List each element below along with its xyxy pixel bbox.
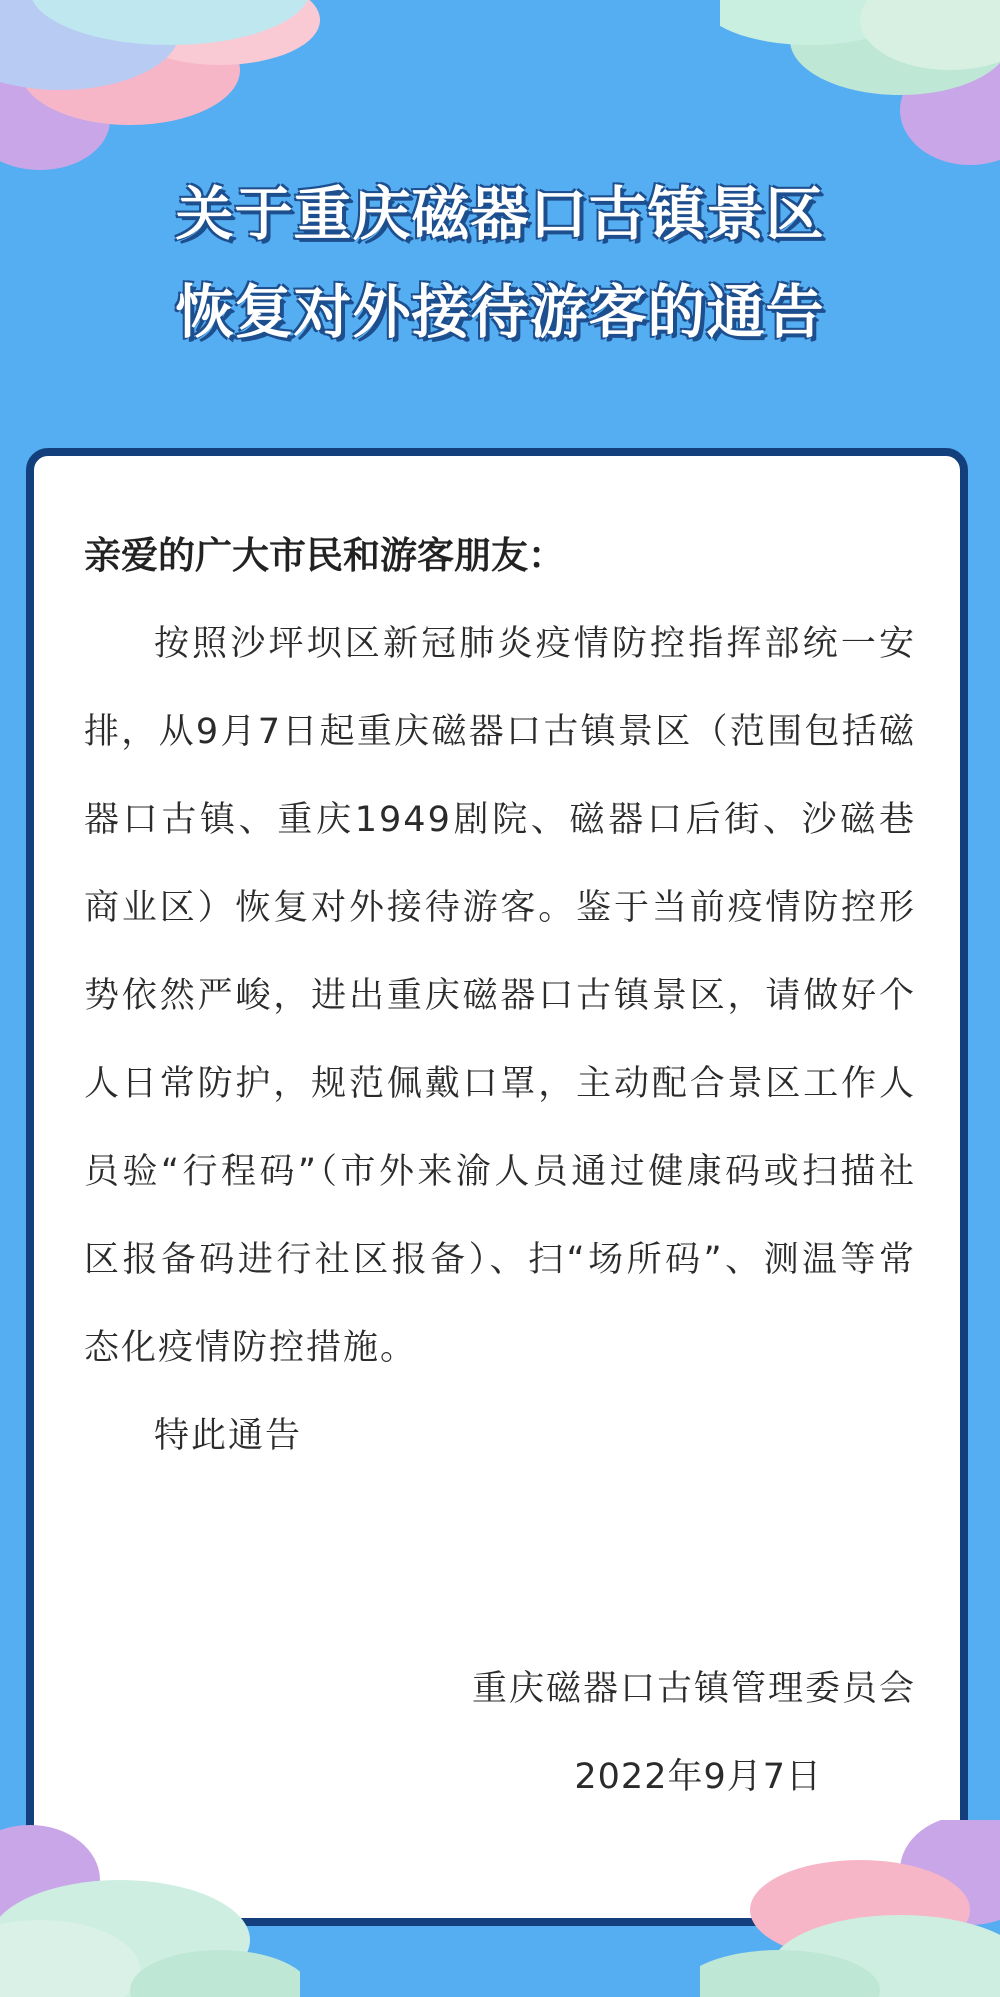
cloud-bottom-right [700,1820,1000,1997]
notice-date: 2022年9月7日 [574,1757,822,1797]
page-title [0,165,1000,361]
cloud-top-right [720,0,1000,170]
cloud-bottom-left [0,1820,300,1997]
greeting: 亲爱的广大市民和游客朋友： [84,534,565,577]
title-line-1: 关于重庆磁器口古镇景区 [175,180,825,248]
notice-body: 按照沙坪坝区新冠肺炎疫情防控指挥部统一安排，从9月7日起重庆磁器口古镇景区（范围包括磁器口古镇、重庆1949剧院、磁器口后街、沙磁巷商业区）恢复对外接待游客。鉴于当前疫情防控形势依然严峻，进出重庆磁器口古镇景区，请做好个人日常防护，规范佩戴口罩，主动配合景区工作人员验“行程码”（市外来渝人员通过健康码或扫描社区报备码进行社区报备）、扫“场所码”、测温等常态化疫情防控措施。 [84,624,916,1368]
closing-text: 特此通告 [154,1416,303,1456]
cloud-top-left [0,0,330,180]
signature: 重庆磁器口古镇管理委员会 [471,1669,916,1709]
notice-content [84,512,916,1480]
title-line-2: 恢复对外接待游客的通告 [175,278,825,346]
